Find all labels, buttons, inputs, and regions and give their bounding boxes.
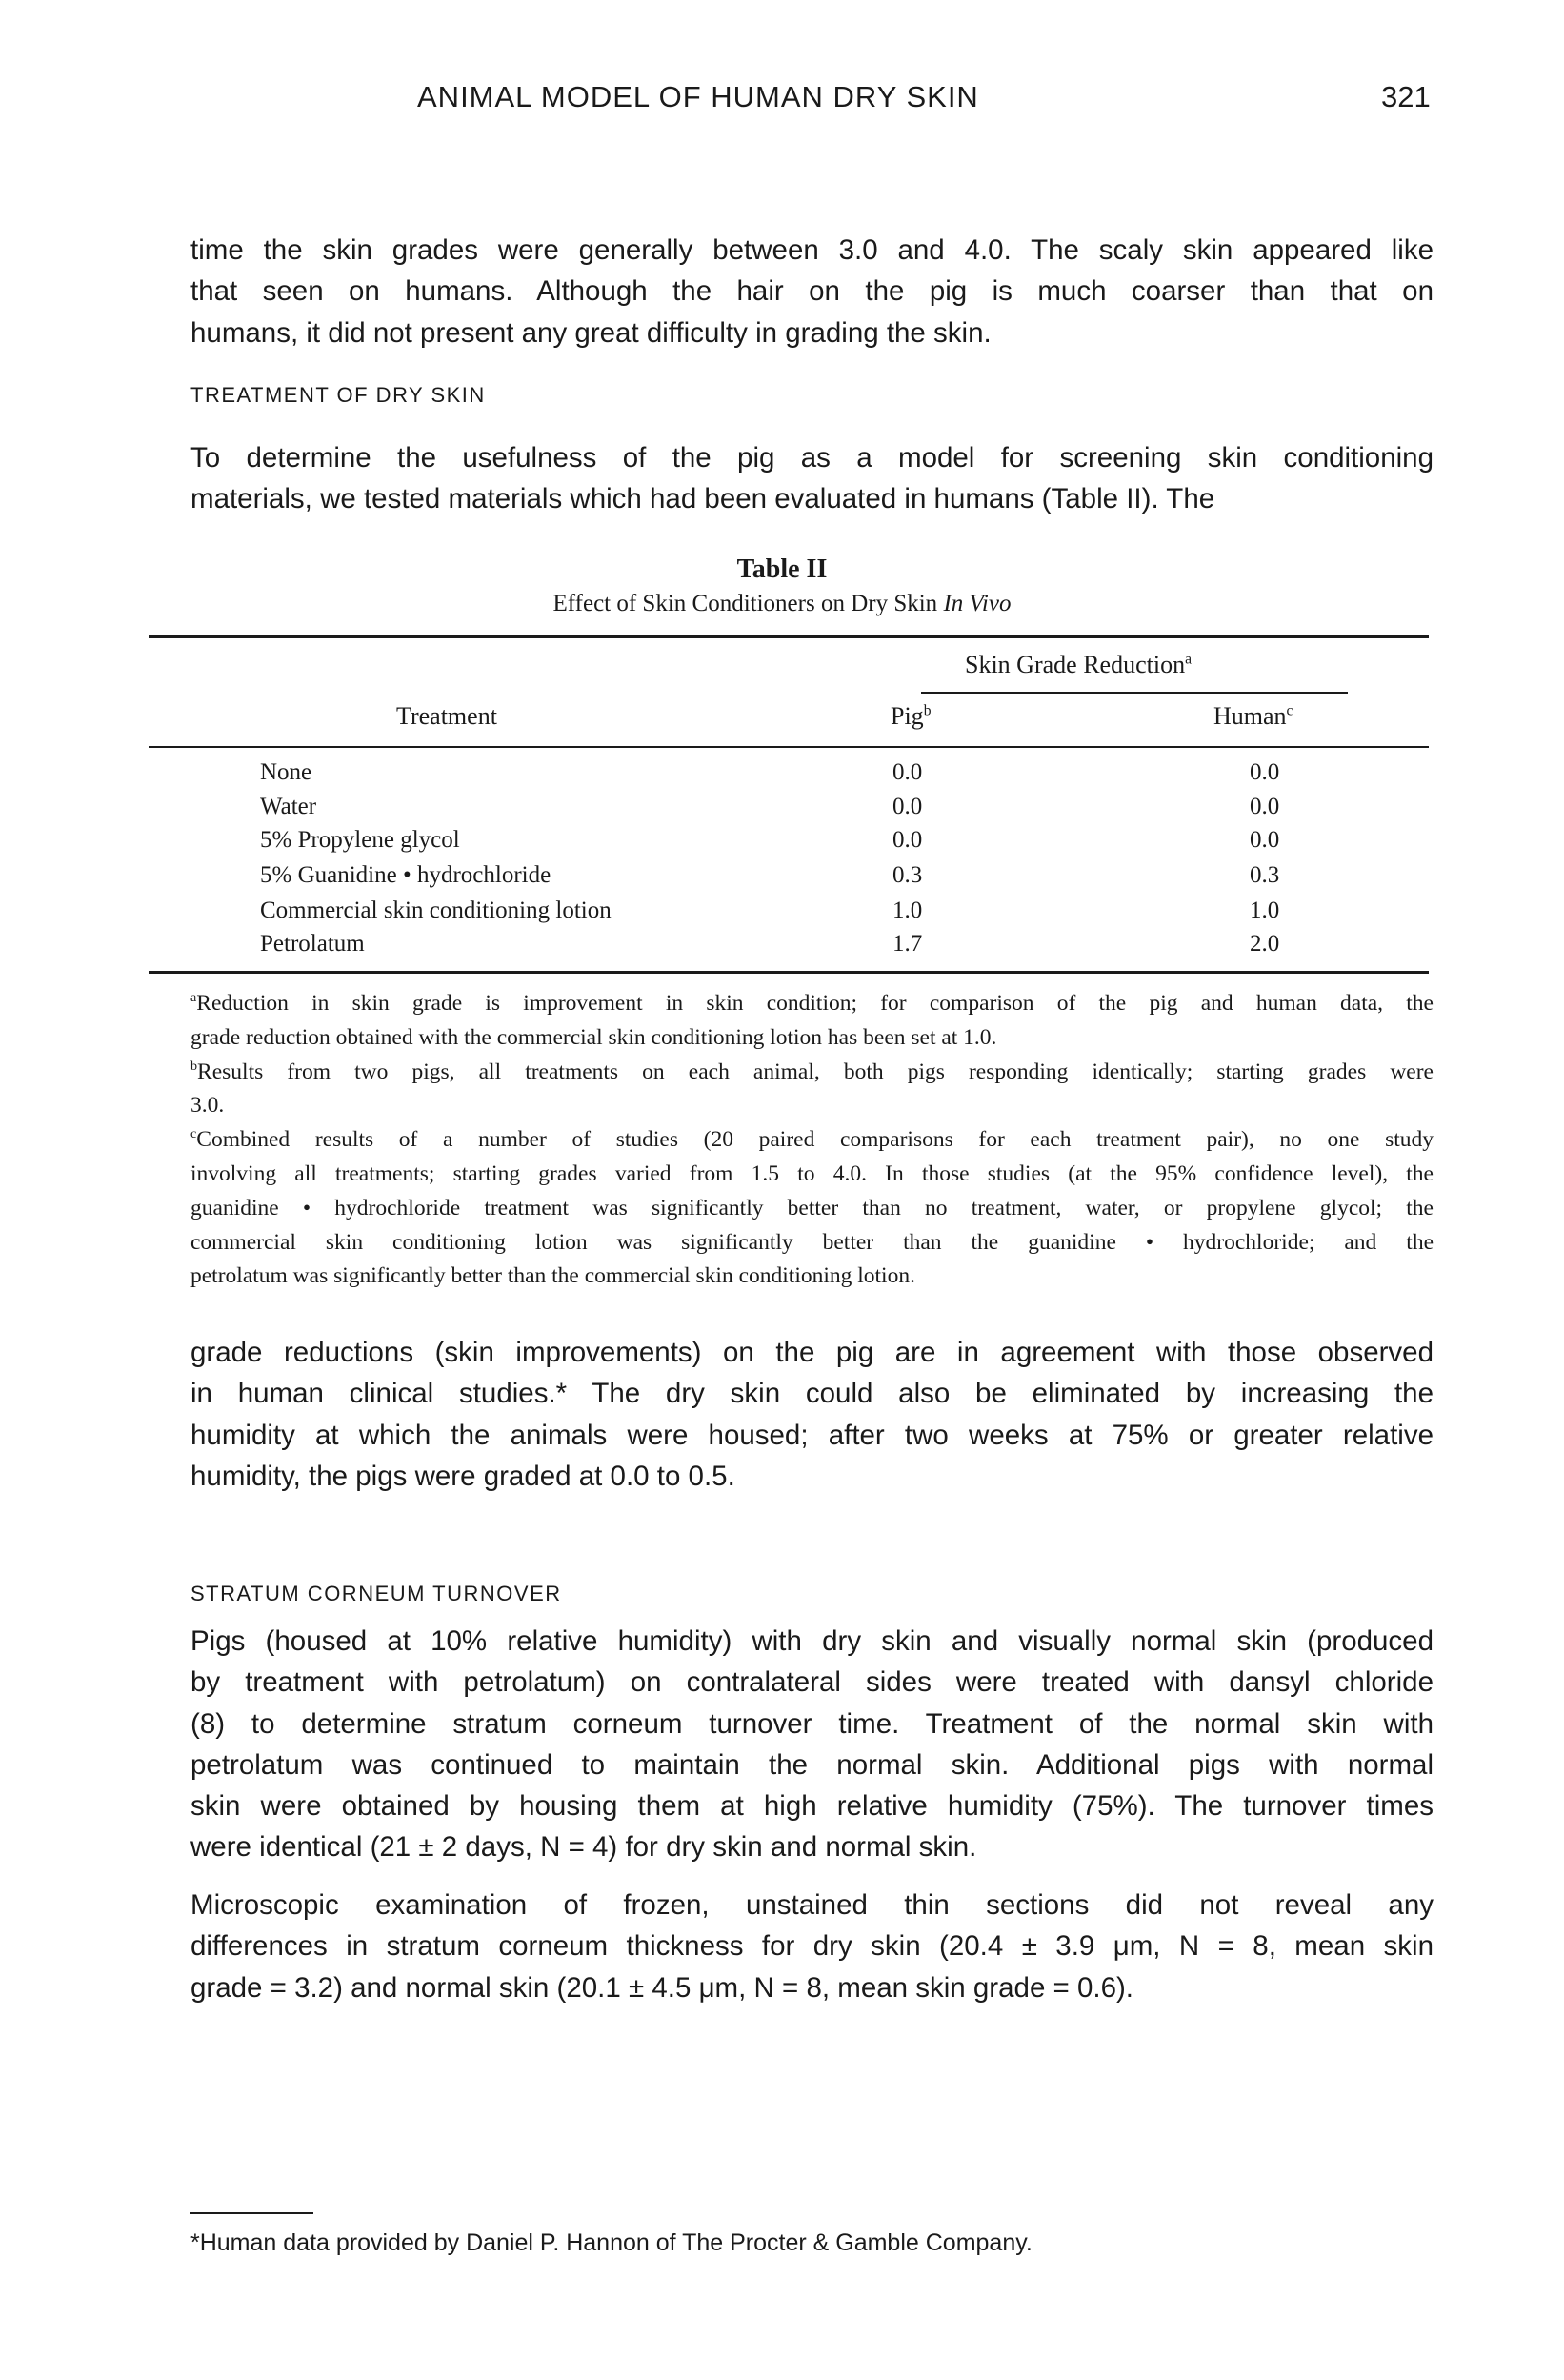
footnote-line: [190, 1056, 1434, 1090]
section-heading-stratum: STRATUM CORNEUM TURNOVER: [190, 1582, 562, 1605]
running-header: ANIMAL MODEL OF HUMAN DRY SKIN: [417, 80, 979, 113]
text-line: (8) to determine stratum corneum turnover time. Treatment of the normal skin with: [190, 1707, 1434, 1740]
cell-human: 0.0: [1250, 759, 1280, 785]
table-row: [260, 862, 1308, 897]
text-line: Microscopic examination of frozen, unstained thin sections did not reveal any: [190, 1889, 1434, 1921]
footnote-mark: b: [190, 1058, 198, 1074]
cell-human: 0.0: [1250, 794, 1280, 819]
col-header-human: [1213, 702, 1293, 731]
footnote-text: Results from two pigs, all treatments on each animal, both pigs responding identically; starting grades were: [197, 1059, 1434, 1084]
footnote-text: involving all treatments; starting grades varied from 1.5 to 4.0. In those studies (at the 95% confidence level), the: [190, 1160, 1434, 1186]
footnote-line: [190, 1192, 1434, 1226]
cell-pig: 0.3: [892, 862, 923, 888]
text-line: petrolatum was continued to maintain the normal skin. Additional pigs with normal: [190, 1748, 1434, 1781]
paragraph-5: [190, 1885, 1434, 2008]
col-header-human-text: Human: [1213, 702, 1287, 730]
text-line: that seen on humans. Although the hair on the pig is much coarser than that on: [190, 275, 1434, 308]
cell-human: 0.3: [1250, 862, 1280, 888]
paragraph-1: [190, 230, 1434, 353]
table-subtitle-text: Effect of Skin Conditioners on Dry Skin: [552, 591, 938, 616]
page-footnote: *Human data provided by Daniel P. Hannon of The Procter & Gamble Company.: [190, 2229, 1033, 2256]
cell-pig: 0.0: [892, 759, 923, 785]
cell-treatment: 5% Guanidine • hydrochloride: [260, 862, 551, 888]
group-header-rule: [921, 692, 1348, 694]
text-line: humans, it did not present any great difficulty in grading the skin.: [190, 316, 992, 349]
text-line: humidity at which the animals were housed; after two weeks at 75% or greater relative: [190, 1419, 1434, 1451]
table-header-rule: [149, 746, 1429, 748]
paragraph-4: [190, 1621, 1434, 1868]
footnote-text: grade reduction obtained with the commercial skin conditioning lotion has been set at 1.0.: [190, 1024, 997, 1050]
text-line: by treatment with petrolatum) on contralateral sides were treated with dansyl chloride: [190, 1666, 1434, 1699]
text-line: grade reductions (skin improvements) on the pig are in agreement with those observed: [190, 1337, 1434, 1368]
text-line: Pigs (housed at 10% relative humidity) with dry skin and visually normal skin (produced: [190, 1625, 1434, 1657]
cell-pig: 1.7: [892, 931, 923, 957]
table-row: [260, 898, 1308, 932]
paragraph-2: [190, 437, 1434, 520]
footnote-mark: c: [190, 1126, 197, 1142]
table-row: [260, 759, 1308, 794]
text-line: grade = 3.2) and normal skin (20.1 ± 4.5 μm, N = 8, mean skin grade = 0.6).: [190, 1971, 1133, 2004]
footnote-line: [190, 1123, 1434, 1158]
footnote-text: commercial skin conditioning lotion was significantly better than the guanidine • hydrochloride; and the: [190, 1229, 1434, 1255]
footnote-mark: a: [190, 990, 197, 1006]
footnote-text: petrolatum was significantly better than the commercial skin conditioning lotion.: [190, 1263, 915, 1289]
table-footnotes: [190, 987, 1434, 1294]
footnote-line: [190, 1089, 1434, 1123]
footnote-rule: [190, 2212, 313, 2214]
text-line: materials, we tested materials which had been evaluated in humans (Table II). The: [190, 483, 1215, 515]
table-title: Table II: [736, 555, 828, 584]
cell-treatment: Water: [260, 794, 317, 819]
table-row: [260, 794, 1308, 828]
footnote-text: Reduction in skin grade is improvement in skin condition; for comparison of the pig and human data, the: [196, 991, 1434, 1016]
section-heading-treatment: TREATMENT OF DRY SKIN: [190, 383, 486, 407]
footnote-marker-c: c: [1286, 702, 1293, 719]
footnote-text: Combined results of a number of studies (20 paired comparisons for each treatment pair), no one study: [196, 1127, 1434, 1153]
text-line: skin were obtained by housing them at high relative humidity (75%). The turnover times: [190, 1790, 1434, 1823]
text-line: differences in stratum corneum thickness for dry skin (20.4 ± 3.9 μm, N = 8, mean skin: [190, 1930, 1434, 1963]
footnote-marker-b: b: [923, 702, 932, 719]
cell-treatment: None: [260, 759, 312, 785]
footnote-line: [190, 1260, 1434, 1294]
table-bottom-rule: [149, 971, 1429, 974]
cell-human: 1.0: [1250, 898, 1280, 923]
table-subtitle: [0, 591, 1564, 617]
footnote-text: guanidine • hydrochloride treatment was significantly better than no treatment, water, or propylene glycol; the: [190, 1195, 1434, 1220]
page-number: 321: [1381, 80, 1431, 113]
footnote-marker-a: a: [1185, 651, 1192, 668]
col-header-pig-text: Pig: [891, 702, 924, 730]
paragraph-3: [190, 1332, 1434, 1497]
cell-treatment: Commercial skin conditioning lotion: [260, 898, 612, 923]
cell-human: 0.0: [1250, 827, 1280, 853]
footnote-line: [190, 987, 1434, 1021]
footnote-line: [190, 1021, 1434, 1056]
table-subtitle-italic: In Vivo: [943, 591, 1012, 616]
group-header-text: Skin Grade Reduction: [965, 651, 1186, 678]
table-row: [260, 931, 1308, 965]
group-header: [965, 651, 1192, 679]
footnote-line: [190, 1158, 1434, 1192]
footnote-text: 3.0.: [190, 1093, 225, 1119]
text-line: were identical (21 ± 2 days, N = 4) for dry skin and normal skin.: [190, 1831, 977, 1864]
col-header-pig: [891, 702, 931, 731]
col-header-treatment: Treatment: [396, 702, 497, 730]
table-top-rule: [149, 635, 1429, 638]
table-row: [260, 827, 1308, 861]
cell-pig: 0.0: [892, 794, 923, 819]
cell-pig: 0.0: [892, 827, 923, 853]
cell-human: 2.0: [1250, 931, 1280, 957]
footnote-line: [190, 1226, 1434, 1261]
cell-treatment: 5% Propylene glycol: [260, 827, 460, 853]
text-line: humidity, the pigs were graded at 0.0 to 0.5.: [190, 1460, 735, 1492]
text-line: time the skin grades were generally between 3.0 and 4.0. The scaly skin appeared like: [190, 234, 1434, 266]
cell-pig: 1.0: [892, 898, 923, 923]
text-line: To determine the usefulness of the pig as a model for screening skin conditioning: [190, 442, 1434, 474]
text-line: in human clinical studies.* The dry skin could also be eliminated by increasing the: [190, 1378, 1434, 1410]
cell-treatment: Petrolatum: [260, 931, 365, 957]
